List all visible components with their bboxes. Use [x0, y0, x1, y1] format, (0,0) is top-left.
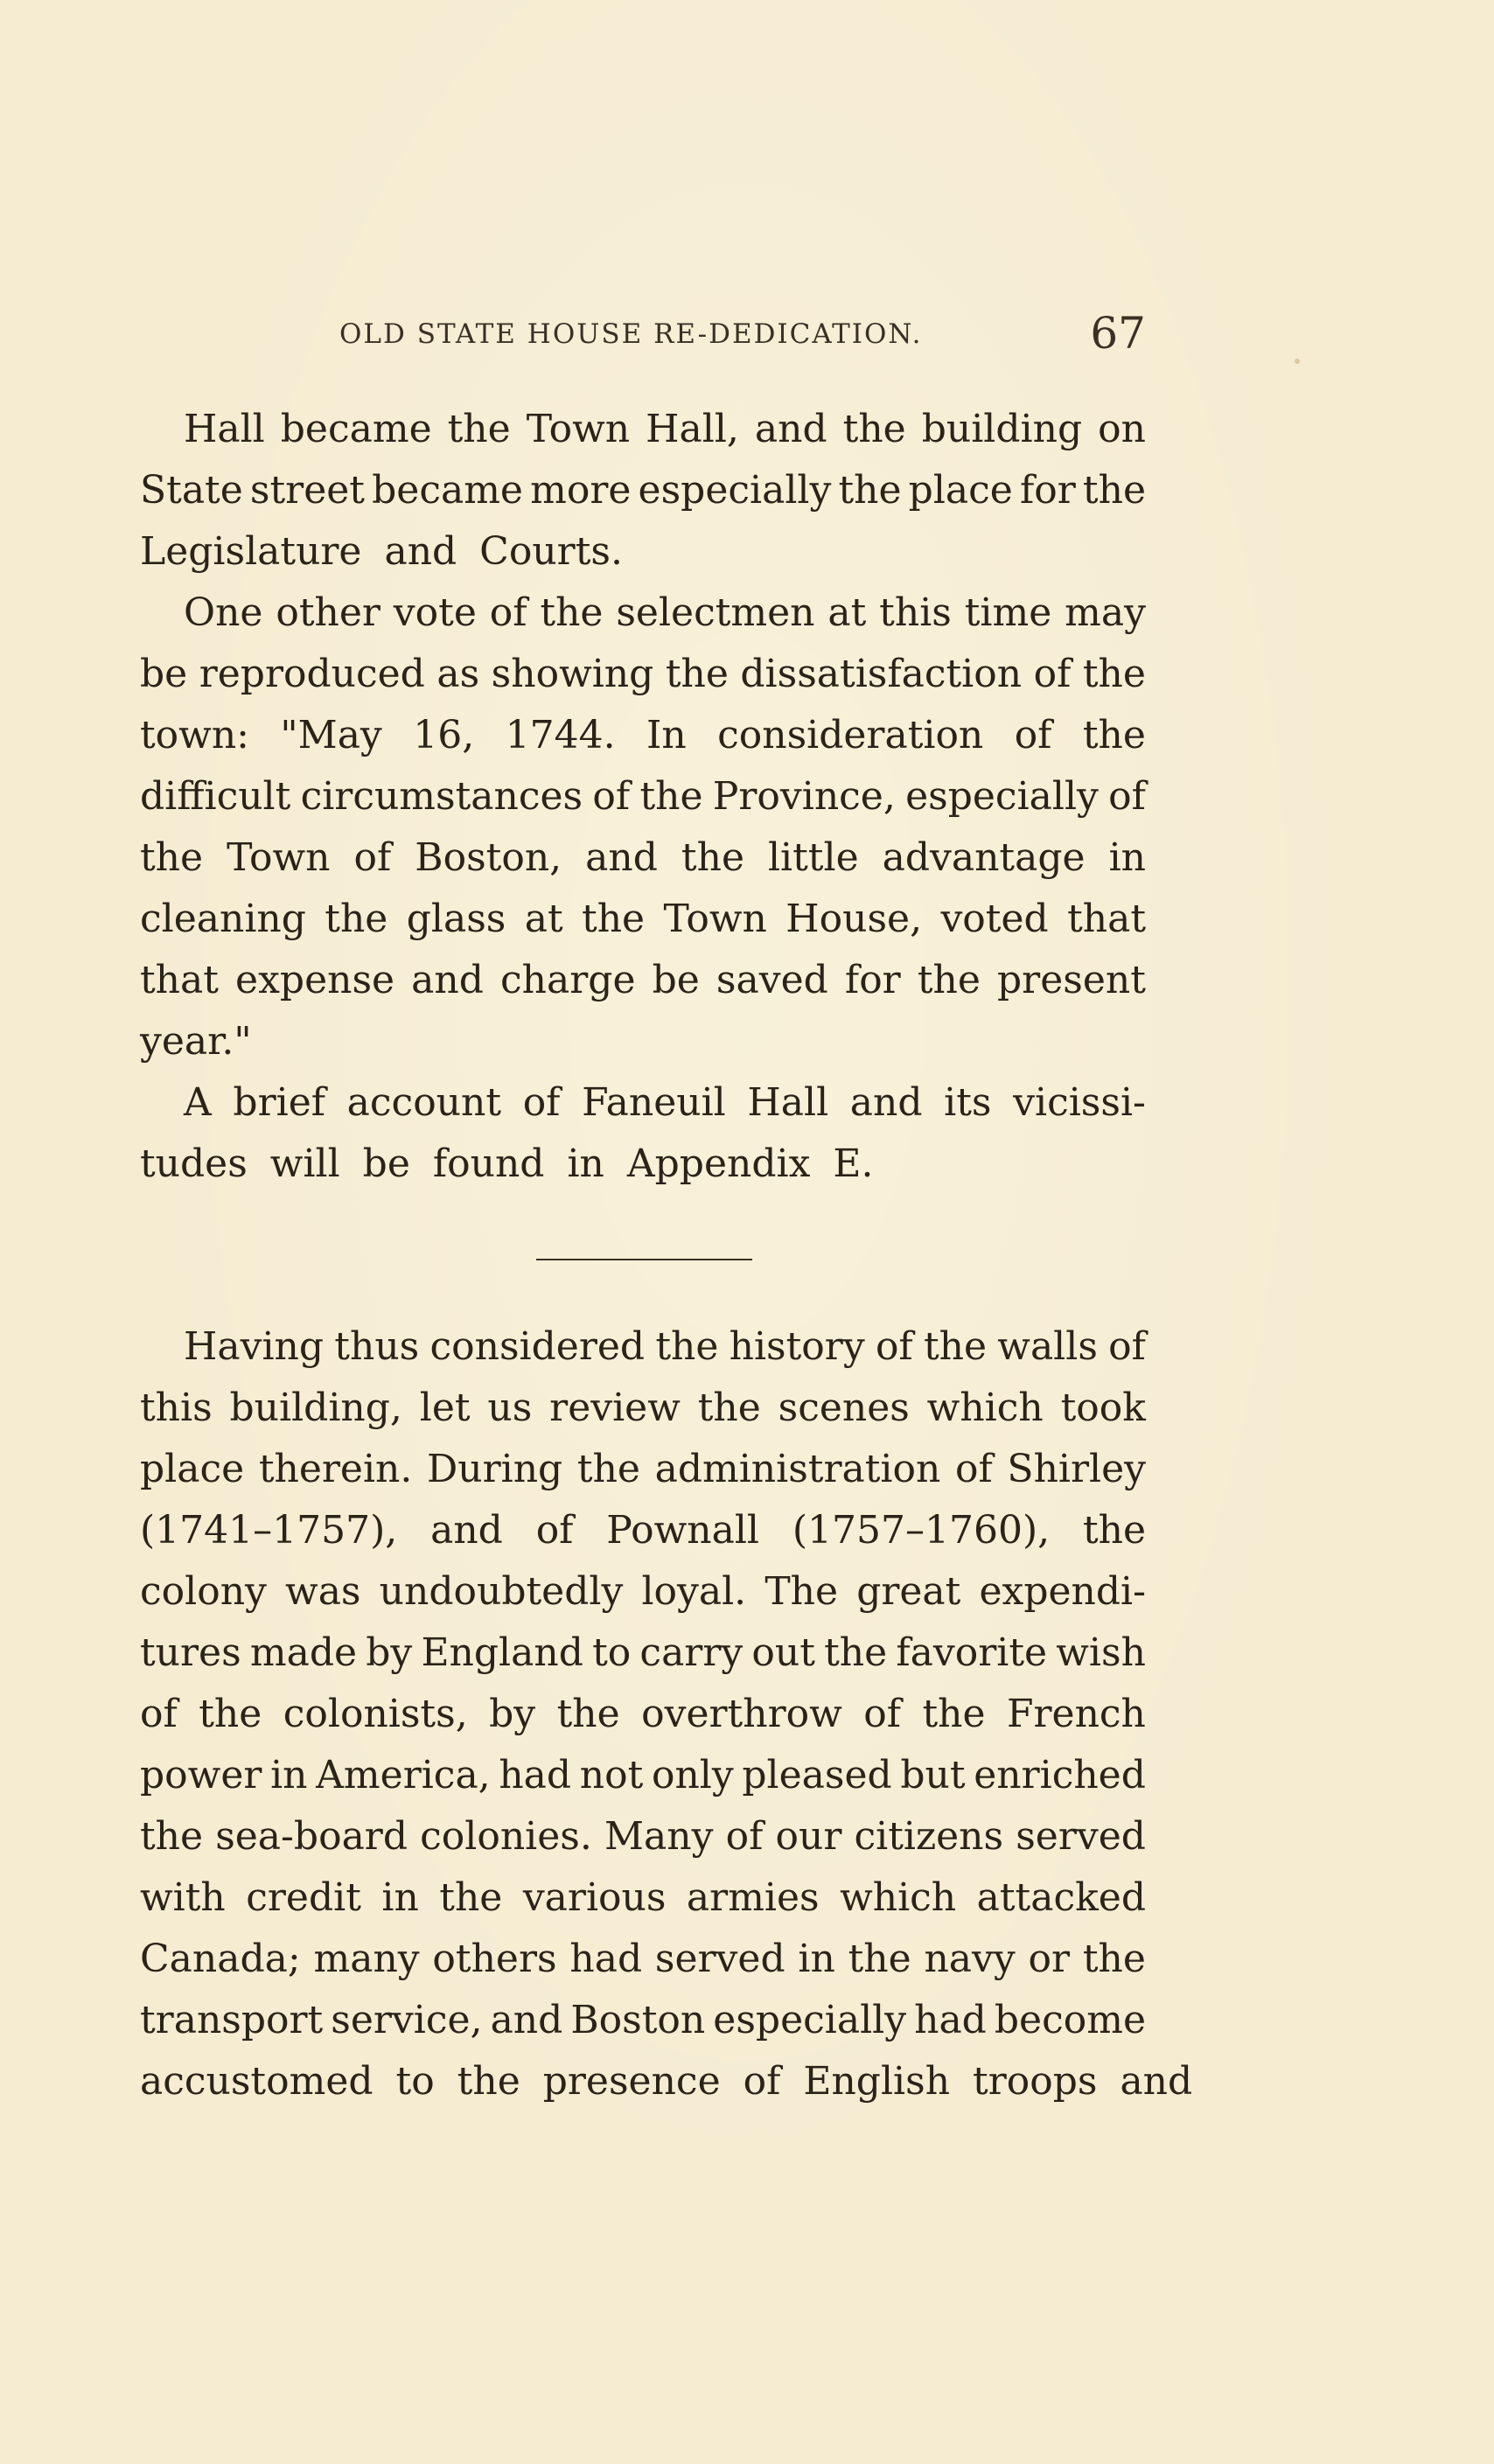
text-line: be reproduced as showing the dissatisfaction of the [140, 652, 1146, 696]
paragraph-selectmen-vote [140, 583, 1146, 1072]
running-title: OLD STATE HOUSE RE-DEDICATION. [339, 318, 923, 350]
text-line: tudes will be found in Appendix E. [140, 1141, 874, 1186]
text-line: place therein. During the administration of Shirley [140, 1447, 1146, 1491]
text-line: town: "May 16, 1744. In consideration of the [140, 713, 1146, 757]
running-head [140, 308, 1146, 364]
text-line: Legislature and Courts. [140, 529, 623, 574]
text-line: that expense and charge be saved for the present [140, 958, 1146, 1002]
text-line: colony was undoubtedly loyal. The great expendi- [140, 1569, 1146, 1614]
text-line: A brief account of Faneuil Hall and its vicissi- [184, 1080, 1146, 1125]
text-line: accustomed to the presence of English troops and [140, 2059, 1193, 2104]
text-line: cleaning the glass at the Town House, voted that [140, 897, 1146, 941]
text-line: year." [140, 1019, 252, 1064]
text-line: this building, let us review the scenes which took [140, 1386, 1146, 1430]
text-line: One other vote of the selectmen at this time may [184, 590, 1146, 635]
text-line: tures made by England to carry out the favorite wish [140, 1630, 1146, 1675]
text-line: with credit in the various armies which attacked [140, 1875, 1146, 1920]
text-line: the sea-board colonies. Many of our citizens served [140, 1814, 1146, 1859]
text-line: (1741–1757), and of Pownall (1757–1760), the [140, 1508, 1146, 1553]
paragraph-colonial-history [140, 1316, 1193, 2112]
text-line: of the colonists, by the overthrow of the French [140, 1692, 1146, 1736]
text-line: power in America, had not only pleased but enriched [140, 1753, 1146, 1797]
text-line: State street became more especially the place for the [140, 468, 1146, 513]
text-line: Having thus considered the history of the walls of [184, 1324, 1146, 1369]
text-line: Hall became the Town Hall, and the building on [184, 407, 1146, 451]
text-line: the Town of Boston, and the little advantage in [140, 835, 1146, 880]
text-line: transport service, and Boston especially had become [140, 1998, 1146, 2042]
text-line: Canada; many others had served in the navy or the [140, 1937, 1146, 1981]
section-separator-rule [536, 1259, 752, 1260]
text-line: difficult circumstances of the Province, especially of [140, 774, 1146, 819]
paragraph-faneuil-hall [140, 1072, 1146, 1195]
paragraph-continuation [140, 399, 1146, 583]
page-number: 67 [1090, 308, 1146, 359]
paper-speck [1295, 359, 1300, 364]
